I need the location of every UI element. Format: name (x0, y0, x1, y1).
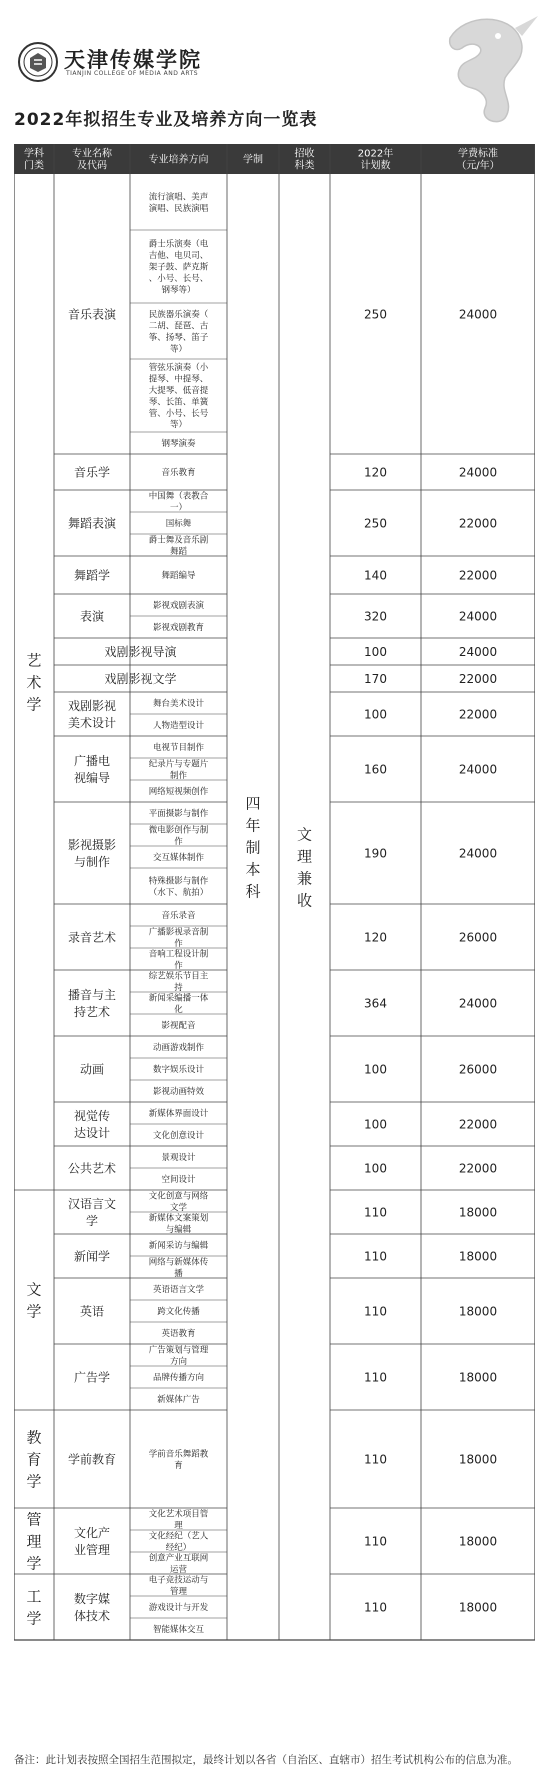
major-name: 新闻学 (73, 1249, 111, 1264)
category-cell: 文理兼收 (296, 825, 313, 910)
direction-cell: 新媒体文案策划与编辑 (148, 1213, 209, 1235)
plan-count: 110 (364, 1249, 387, 1264)
footnote: 备注：此计划表按照全国招生范围拟定，最终计划以各省（自治区、直辖市）招生考试机构公布的信息为准。 (14, 1754, 518, 1766)
direction-cell: 舞台美术设计 (152, 699, 205, 710)
direction-cell: 文化经纪（艺人经纪） (148, 1531, 209, 1553)
direction-cell: 空间设计 (161, 1175, 196, 1186)
discipline-name: 艺术学 (26, 651, 42, 714)
discipline-name: 工学 (26, 1587, 42, 1628)
seahorse-mascot-icon (410, 8, 545, 128)
direction-cell: 中国舞（表教合一） (148, 491, 209, 513)
direction-cell: 流行演唱、美声演唱、民族演唱 (148, 192, 209, 214)
direction-cell: 人物造型设计 (152, 721, 205, 732)
document-title: 2022年拟招生专业及培养方向一览表 (14, 110, 318, 130)
duration-cell: 四年制本科 (245, 794, 261, 901)
major-name: 数字媒体技术 (73, 1591, 111, 1623)
tuition-fee: 24000 (458, 762, 498, 777)
direction-cell: 创意产业互联网运营 (148, 1553, 209, 1575)
plan-count: 140 (364, 568, 387, 583)
direction-cell: 民族器乐演奏（二胡、琵琶、古筝、扬琴、笛子等） (148, 309, 209, 355)
plan-count: 364 (364, 996, 387, 1011)
tuition-fee: 18000 (458, 1205, 498, 1220)
school-name-en: TIANJIN COLLEGE OF MEDIA AND ARTS (66, 70, 199, 77)
direction-cell: 影视戏剧表演 (152, 601, 205, 612)
direction-cell: 网络短视频创作 (148, 787, 209, 798)
major-name: 音乐学 (73, 465, 111, 480)
tuition-fee: 18000 (458, 1452, 498, 1467)
major-name: 广告学 (73, 1370, 111, 1385)
direction-cell: 文化创意与网络文学 (148, 1191, 209, 1213)
direction-cell: 平面摄影与制作 (148, 809, 209, 820)
plan-count: 190 (364, 846, 387, 861)
plan-count: 250 (364, 307, 387, 322)
direction-cell: 动画游戏制作 (152, 1043, 205, 1054)
direction-cell: 爵士乐演奏（电吉他、电贝司、架子鼓、萨克斯、小号、长号、钢琴等） (148, 239, 209, 296)
table-header-cell: 学费标准（元/年） (456, 148, 500, 172)
major-name: 公共艺术 (67, 1161, 117, 1176)
tuition-fee: 24000 (458, 996, 498, 1011)
plan-count: 110 (364, 1600, 387, 1615)
direction-cell: 国标舞 (165, 519, 192, 530)
direction-cell: 英语语言文学 (152, 1285, 205, 1296)
major-name: 表演 (79, 609, 105, 624)
major-name: 戏剧影视美术设计 (67, 698, 117, 730)
tuition-fee: 18000 (458, 1600, 498, 1615)
plan-count: 110 (364, 1205, 387, 1220)
direction-cell: 影视动画特效 (152, 1087, 205, 1098)
tuition-fee: 22000 (458, 568, 498, 583)
discipline-name: 文学 (26, 1280, 42, 1321)
direction-cell: 学前音乐舞蹈教育 (148, 1449, 209, 1471)
major-name: 文化产业管理 (73, 1525, 111, 1557)
direction-cell: 钢琴演奏 (161, 439, 196, 450)
direction-cell: 纪录片与专题片制作 (148, 759, 209, 781)
direction-cell: 文化艺术项目管理 (148, 1509, 209, 1531)
plan-count: 160 (364, 762, 387, 777)
tuition-fee: 18000 (458, 1304, 498, 1319)
direction-cell: 广告策划与管理方向 (148, 1345, 209, 1367)
tuition-fee: 18000 (458, 1370, 498, 1385)
plan-count: 100 (364, 707, 387, 722)
tuition-fee: 18000 (458, 1249, 498, 1264)
tuition-fee: 26000 (458, 930, 498, 945)
table-header-cell: 学科门类 (24, 148, 44, 172)
school-name: 天津传媒学院 (64, 47, 202, 72)
plan-count: 250 (364, 516, 387, 531)
tuition-fee: 18000 (458, 1534, 498, 1549)
plan-count: 170 (364, 671, 387, 686)
major-name: 播音与主持艺术 (67, 987, 117, 1019)
major-name: 视觉传达设计 (73, 1108, 111, 1140)
direction-cell: 数字娱乐设计 (152, 1065, 205, 1076)
direction-cell: 网络与新媒体传播 (148, 1257, 209, 1279)
tuition-fee: 22000 (458, 707, 498, 722)
tuition-fee: 24000 (458, 846, 498, 861)
major-name: 戏剧影视导演 (104, 644, 177, 659)
table-header-cell: 学制 (243, 154, 263, 166)
plan-count: 320 (364, 609, 387, 624)
direction-cell: 交互媒体制作 (152, 853, 205, 864)
plan-count: 100 (364, 1062, 387, 1077)
discipline-name: 管理学 (26, 1510, 42, 1573)
direction-cell: 音响工程设计制作 (148, 949, 209, 971)
major-name: 汉语言文学 (67, 1196, 117, 1228)
major-name: 音乐表演 (67, 307, 117, 322)
plan-count: 120 (364, 465, 387, 480)
major-name: 戏剧影视文学 (104, 671, 177, 686)
tuition-fee: 22000 (458, 1117, 498, 1132)
major-name: 学前教育 (67, 1452, 117, 1467)
direction-cell: 综艺娱乐节目主持 (148, 971, 209, 993)
direction-cell: 音乐录音 (161, 911, 196, 922)
major-name: 英语 (79, 1304, 105, 1319)
direction-cell: 舞蹈编导 (161, 571, 196, 582)
direction-cell: 爵士舞及音乐剧舞蹈 (148, 535, 209, 557)
plan-count: 100 (364, 1161, 387, 1176)
table-header-cell: 专业培养方向 (148, 154, 209, 166)
plan-count: 110 (364, 1304, 387, 1319)
direction-cell: 文化创意设计 (152, 1131, 205, 1142)
direction-cell: 品牌传播方向 (152, 1373, 205, 1384)
plan-count: 110 (364, 1534, 387, 1549)
direction-cell: 英语教育 (161, 1329, 196, 1340)
table-header-cell: 2022年计划数 (357, 148, 394, 172)
major-name: 动画 (79, 1062, 105, 1077)
direction-cell: 影视戏剧教育 (152, 623, 205, 634)
direction-cell: 音乐教育 (161, 468, 196, 479)
table-header-cell: 专业名称及代码 (72, 148, 112, 172)
direction-cell: 电子竞技运动与管理 (148, 1575, 209, 1597)
table-header-cell: 招收科类 (294, 148, 315, 172)
major-name: 舞蹈学 (73, 568, 111, 583)
major-name: 舞蹈表演 (67, 516, 117, 531)
enrollment-table (14, 144, 535, 1748)
school-seal-icon (18, 42, 58, 82)
direction-cell: 电视节目制作 (152, 743, 205, 754)
tuition-fee: 24000 (458, 465, 498, 480)
direction-cell: 跨文化传播 (157, 1307, 200, 1318)
page-header (0, 0, 550, 140)
tuition-fee: 26000 (458, 1062, 498, 1077)
direction-cell: 影视配音 (161, 1021, 196, 1032)
tuition-fee: 24000 (458, 609, 498, 624)
tuition-fee: 22000 (458, 671, 498, 686)
direction-cell: 广播影视录音制作 (148, 927, 209, 949)
discipline-name: 教育学 (26, 1428, 42, 1491)
direction-cell: 智能媒体交互 (152, 1625, 205, 1636)
direction-cell: 新闻采访与编辑 (148, 1241, 209, 1252)
plan-count: 110 (364, 1370, 387, 1385)
direction-cell: 新媒体广告 (157, 1395, 200, 1406)
plan-count: 120 (364, 930, 387, 945)
major-name: 广播电视编导 (73, 753, 111, 785)
direction-cell: 新媒体界面设计 (148, 1109, 209, 1120)
direction-cell: 管弦乐演奏（小提琴、中提琴、大提琴、低音提琴、长笛、单簧管、小号、长号等） (148, 362, 209, 431)
major-name: 录音艺术 (67, 930, 117, 945)
direction-cell: 新闻采编播一体化 (148, 993, 209, 1015)
tuition-fee: 22000 (458, 516, 498, 531)
direction-cell: 微电影创作与制作 (148, 825, 209, 847)
direction-cell: 游戏设计与开发 (148, 1603, 209, 1614)
plan-count: 100 (364, 644, 387, 659)
tuition-fee: 24000 (458, 307, 498, 322)
plan-count: 110 (364, 1452, 387, 1467)
direction-cell: 景观设计 (161, 1153, 196, 1164)
tuition-fee: 24000 (458, 644, 498, 659)
major-name: 影视摄影与制作 (67, 837, 117, 869)
tuition-fee: 22000 (458, 1161, 498, 1176)
direction-cell: 特殊摄影与制作（水下、航拍） (148, 876, 209, 898)
plan-count: 100 (364, 1117, 387, 1132)
